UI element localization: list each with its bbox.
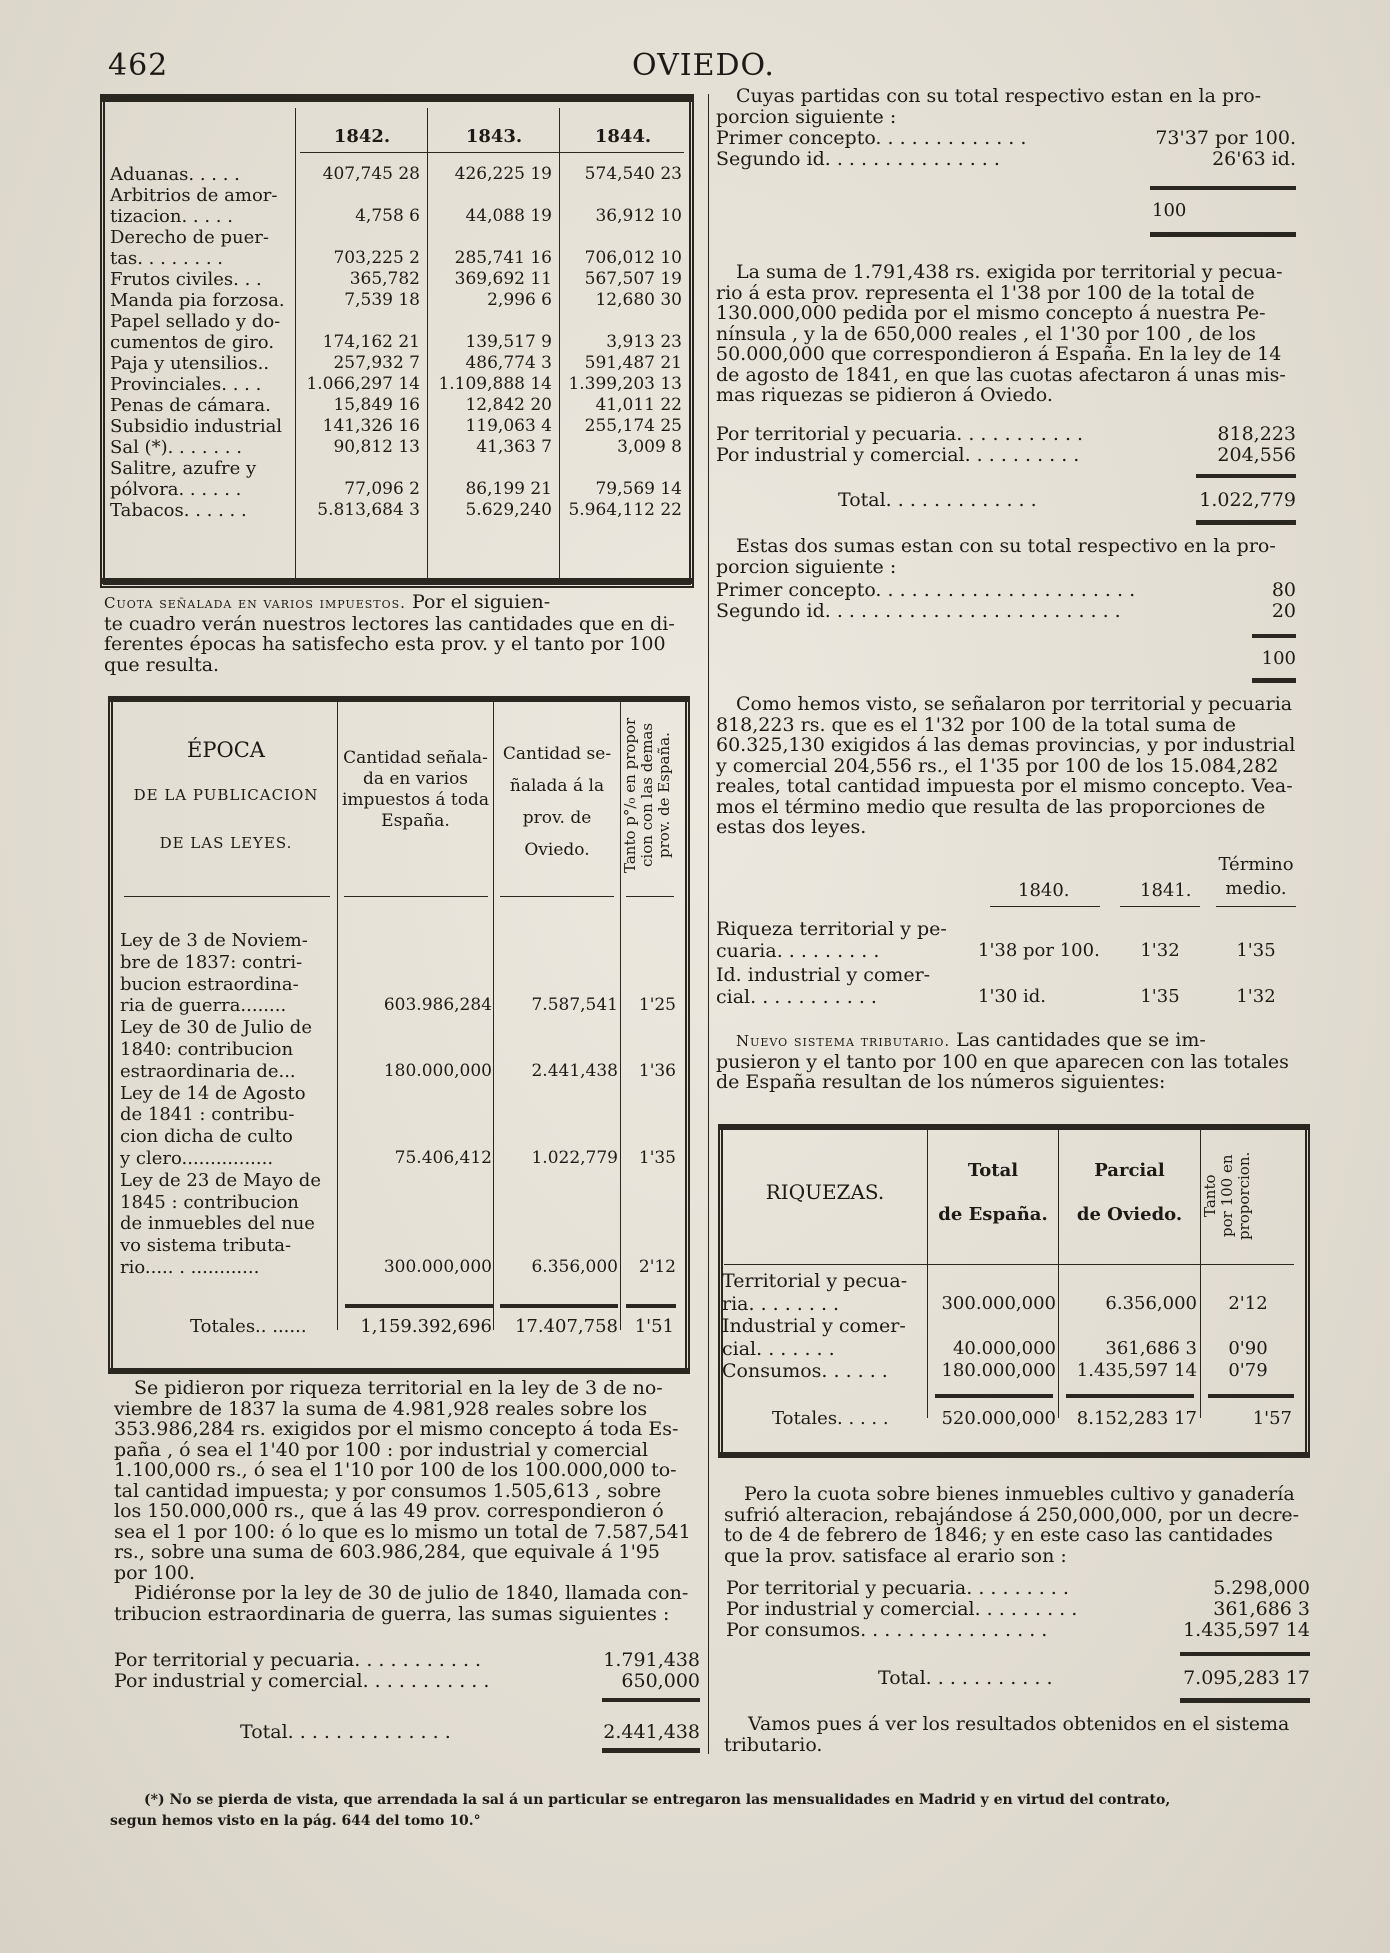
row-label: de 1841 : contribu- xyxy=(120,1104,295,1126)
cuota-line: te cuadro verán nuestros lectores las cantidades que en di- xyxy=(104,612,675,635)
table-row xyxy=(120,930,680,1017)
row-label: Por industrial y comercial. . . . . . . . . . . xyxy=(114,1670,490,1692)
epoca-header: DE LA PUBLICACION xyxy=(133,786,319,804)
row-value: 3,913 23 xyxy=(606,332,682,352)
riquezas-header: RIQUEZAS. xyxy=(765,1180,885,1204)
left-para-1 xyxy=(114,1378,696,1624)
row-value: 365,782 xyxy=(349,269,420,289)
total-label: Total. . . . . . . . . . . . . xyxy=(838,489,1037,511)
row-label: cial. . . . . . . . . . . xyxy=(716,986,877,1008)
text-line: mas riquezas se pidieron á Oviedo. xyxy=(716,384,1053,406)
left-items xyxy=(114,1650,700,1692)
riquezas-total-value: 1'57 xyxy=(1252,1408,1292,1429)
text-line: por 100. xyxy=(114,1561,196,1584)
tanto-header xyxy=(622,706,678,884)
row-label: Penas de cámara. xyxy=(110,395,271,416)
row-value: 79,569 14 xyxy=(595,479,682,499)
row-label: vo sistema tributa- xyxy=(120,1235,292,1257)
row-value: 2,996 6 xyxy=(487,290,552,310)
row-label: cuaria. . . . . . . . . xyxy=(716,940,880,962)
header-line: España. xyxy=(381,811,450,831)
left-total xyxy=(240,1722,700,1743)
row-label: tas. . . . . . . . xyxy=(110,248,224,269)
text-line: 818,223 rs. que es el 1'32 por 100 de la total suma de xyxy=(716,713,1236,736)
text-line: Se pidieron por riqueza territorial en la ley de 3 de no- xyxy=(134,1377,663,1399)
row-label: Provinciales. . . . xyxy=(110,374,262,395)
row-value: 1'32 xyxy=(1236,986,1276,1007)
text-line: que la prov. satisface al erario son : xyxy=(724,1544,1067,1567)
row-label: Por territorial y pecuaria. . . . . . . . . . . xyxy=(114,1649,482,1671)
table-row xyxy=(722,1360,1302,1383)
row-label: Primer concepto. . . . . . . . . . . . . . . . . . . . . . xyxy=(716,579,1136,601)
row-label: Sal (*). . . . . . . xyxy=(110,437,242,458)
row-value: 6.356,000 xyxy=(1105,1292,1197,1314)
table-row xyxy=(110,269,684,290)
text-line: de agosto de 1841, en que las cuotas afectaron á unas mis- xyxy=(716,363,1286,386)
proportion-items-3 xyxy=(716,580,1296,622)
cuota-line: Por el siguien- xyxy=(405,591,551,613)
total-value: 7.095,283 17 xyxy=(1183,1667,1310,1689)
row-label: Paja y utensilios.. xyxy=(110,353,270,374)
row-value: 204,556 xyxy=(1217,444,1296,466)
right-bottom-para xyxy=(724,1484,1310,1566)
table-row xyxy=(110,164,684,185)
table-row xyxy=(110,353,684,374)
text-line: Cuyas partidas con su total respectivo estan en la pro- xyxy=(736,85,1262,107)
table-row xyxy=(722,1270,1302,1315)
row-value: 5.298,000 xyxy=(1213,1577,1310,1599)
table-row xyxy=(120,1083,680,1170)
header-line: Oviedo. xyxy=(524,840,590,860)
row-value: 3,009 8 xyxy=(617,437,682,457)
row-label: Por industrial y comercial. . . . . . . . . xyxy=(726,1598,1078,1620)
total-label: Total. . . . . . . . . . . xyxy=(878,1667,1053,1689)
text-line: Estas dos sumas estan con su total respectivo en la pro- xyxy=(736,535,1276,557)
row-value: 1'35 xyxy=(1236,940,1276,961)
row-value: 1.399,203 13 xyxy=(568,374,682,394)
header-line: prov. de xyxy=(522,808,592,828)
text-line: 50.000,000 que correspondieron á España. En la ley de 14 xyxy=(716,343,1282,365)
row-value: 1'35 xyxy=(1140,986,1180,1007)
row-value: 426,225 19 xyxy=(454,164,552,184)
year-header: 1844. xyxy=(594,126,652,147)
row-label: Ley de 14 de Agosto xyxy=(120,1082,306,1104)
row-value: 180.000,000 xyxy=(383,1060,492,1081)
row-label: cial. . . . . . . xyxy=(722,1337,835,1360)
text-line: rio á esta prov. representa el 1'38 por 100 de la total de xyxy=(716,281,1255,304)
row-label: Por consumos. . . . . . . . . . . . . . . . xyxy=(726,1619,1048,1641)
row-label: bre de 1837: contri- xyxy=(120,951,303,973)
table-row xyxy=(110,416,684,437)
text-line: La suma de 1.791,438 rs. exigida por territorial y pecua- xyxy=(736,261,1283,283)
epoca-header: ÉPOCA xyxy=(187,738,265,762)
text-line: 130.000,000 pedida por el mismo concepto á nuestra Pe- xyxy=(716,302,1266,324)
text-line: 60.325,130 exigidos á las demas provincias, y por industrial xyxy=(716,734,1296,756)
text-line: sea el 1 por 100: ó lo que es lo mismo un total de 7.587,541 xyxy=(114,1520,691,1543)
row-value: 7.587,541 xyxy=(531,995,618,1016)
table-row xyxy=(110,290,684,311)
page-number: 462 xyxy=(108,48,169,83)
sum-row xyxy=(114,1671,700,1692)
row-value: 486,774 3 xyxy=(465,353,552,373)
header-line: proporcion. xyxy=(1235,1151,1253,1241)
row-value: 361,686 3 xyxy=(1213,1598,1310,1620)
row-value: 12,842 20 xyxy=(465,395,552,415)
row-value: 41,363 7 xyxy=(476,437,552,457)
row-value: 703,225 2 xyxy=(333,248,420,268)
text-line: de España resultan de los números siguientes: xyxy=(716,1071,1166,1093)
table-row xyxy=(110,395,684,416)
row-label: Derecho de puer- xyxy=(110,227,269,248)
text-line: Vamos pues á ver los resultados obtenidos en el sistema xyxy=(748,1713,1290,1735)
text-line: porcion siguiente : xyxy=(716,555,897,578)
text-line: Pidiéronse por la ley de 30 de julio de 1840, llamada con- xyxy=(134,1582,689,1604)
cuota-line: ferentes épocas ha satisfecho esta prov. y el tanto por 100 xyxy=(104,633,666,655)
text-line: viembre de 1837 la suma de 4.981,928 reales sobre los xyxy=(114,1397,648,1420)
row-label: Subsidio industrial xyxy=(110,416,283,437)
sum-row xyxy=(114,1650,700,1671)
header-line: ñalada á la xyxy=(509,776,605,796)
table-row xyxy=(110,500,684,521)
row-value: 255,174 25 xyxy=(584,416,682,436)
nuevo-sistema xyxy=(716,1030,1296,1093)
row-label: Arbitrios de amor- xyxy=(110,185,278,206)
right-intro xyxy=(716,86,1296,127)
row-label: Territorial y pecua- xyxy=(722,1270,908,1292)
text-line: to de 4 de febrero de 1846; y en este caso las cantidades xyxy=(724,1524,1273,1546)
table-row xyxy=(110,227,684,269)
row-value: 0'79 xyxy=(1228,1360,1268,1381)
row-value: 285,741 16 xyxy=(454,248,552,268)
oviedo-header xyxy=(494,738,620,866)
text-line: porcion siguiente : xyxy=(716,105,897,128)
right-bottom-total xyxy=(878,1668,1310,1689)
espana-header xyxy=(338,748,493,832)
row-value: 0'90 xyxy=(1228,1337,1268,1359)
row-value: 361,686 3 xyxy=(1105,1337,1197,1359)
row-value: 706,012 10 xyxy=(584,248,682,268)
table-row xyxy=(120,1017,680,1082)
text-line: 1.100,000 rs., ó sea el 1'10 por 100 de los 100.000,000 to- xyxy=(114,1459,677,1481)
row-value: 1.791,438 xyxy=(603,1649,700,1671)
row-value: 369,692 11 xyxy=(454,269,552,289)
text-line: reales, total cantidad impuesta por el mismo concepto. Vea- xyxy=(716,775,1293,797)
ley-1841-total xyxy=(838,490,1296,511)
row-label: ria de guerra........ xyxy=(120,995,287,1017)
row-label: Por industrial y comercial. . . . . . . . . . xyxy=(716,444,1080,466)
row-value: 1.022,779 xyxy=(531,1147,618,1168)
tanto-header xyxy=(1202,1136,1298,1256)
table-row xyxy=(110,437,684,458)
cuota-paragraph xyxy=(104,592,690,675)
header-line: Tanto xyxy=(1201,1174,1219,1218)
text-line: los 150.000,000 rs., que á las 49 prov. correspondieron ó xyxy=(114,1500,664,1522)
row-label: de inmuebles del nue xyxy=(120,1213,315,1235)
text-line: 353.986,284 rs. exigidos por el mismo concepto á toda Es- xyxy=(114,1418,679,1440)
row-label: Tabacos. . . . . . xyxy=(110,500,247,521)
header-line: por 100 en xyxy=(1218,1154,1236,1238)
row-value: 20 xyxy=(1271,600,1296,622)
right-bottom-items xyxy=(726,1578,1310,1641)
row-label: tizacion. . . . . xyxy=(110,206,233,227)
row-value: 591,487 21 xyxy=(584,353,682,373)
row-label: pólvora. . . . . . xyxy=(110,479,242,500)
row-label: Por territorial y pecuaria. . . . . . . . . . . xyxy=(716,423,1084,445)
text-line: y comercial 204,556 rs., el 1'35 por 100 de los 15.084,282 xyxy=(716,754,1279,777)
col-termino: Término xyxy=(1218,854,1294,875)
row-value: 180.000,000 xyxy=(941,1360,1056,1381)
header-line: cion con las demas xyxy=(638,722,656,868)
text-line: rs., sobre una suma de 603.986,284, que equivale á 1'95 xyxy=(114,1541,660,1563)
header-line: prov. de España. xyxy=(655,732,673,858)
table-row xyxy=(722,1315,1302,1360)
row-value: 2.441,438 xyxy=(531,1060,618,1081)
year-header: 1842. xyxy=(333,126,391,147)
row-value: 603.986,284 xyxy=(383,995,492,1016)
row-value: 1'38 por 100. xyxy=(978,940,1100,961)
row-label: Papel sellado y do- xyxy=(110,311,281,332)
cuota-heading: Cuota señalada en varios impuestos. xyxy=(104,594,406,612)
row-label: 1845 : contribucion xyxy=(120,1191,299,1213)
row-label: rio..... . ............ xyxy=(120,1256,260,1278)
row-label: estraordinaria de... xyxy=(120,1060,296,1082)
row-value: 1.066,297 14 xyxy=(306,374,420,394)
row-label: Primer concepto. . . . . . . . . . . . . xyxy=(716,127,1027,149)
row-value: 80 xyxy=(1271,579,1296,601)
table-row xyxy=(110,311,684,353)
right-para xyxy=(716,262,1296,406)
row-value: 6.356,000 xyxy=(531,1256,618,1277)
right-para-4 xyxy=(716,694,1296,838)
row-value: 26'63 id. xyxy=(1212,148,1296,170)
row-label: cion dicha de culto xyxy=(120,1126,293,1148)
row-value: 7,539 18 xyxy=(344,290,420,310)
closing-para xyxy=(724,1714,1310,1755)
row-value: 1'36 xyxy=(638,1060,676,1081)
text-line: Las cantidades que se im- xyxy=(950,1029,1206,1051)
proportion-items xyxy=(716,128,1296,170)
row-label: Frutos civiles. . . xyxy=(110,269,262,290)
row-label: Consumos. . . . . . xyxy=(722,1360,888,1382)
header-line: impuestos á toda xyxy=(342,790,489,810)
col-1840: 1840. xyxy=(1018,880,1070,901)
text-line: Pero la cuota sobre bienes inmuebles cultivo y ganadería xyxy=(744,1483,1295,1505)
row-value: 1'30 id. xyxy=(978,986,1047,1007)
row-label: bucion estraordina- xyxy=(120,973,299,995)
laws-total-label: Totales.. ...... xyxy=(190,1316,307,1337)
row-label: Riqueza territorial y pe- xyxy=(716,918,947,940)
text-line: tributario. xyxy=(724,1733,823,1756)
text-line: tribucion estraordinaria de guerra, las sumas siguientes : xyxy=(114,1602,670,1625)
header-line: Cantidad señala- xyxy=(343,748,488,768)
riquezas-total-value: 520.000,000 xyxy=(941,1408,1056,1429)
riquezas-total-label: Totales. . . . . xyxy=(772,1408,889,1429)
row-label: 1840: contribucion xyxy=(120,1038,294,1060)
row-label: Salitre, azufre y xyxy=(110,458,257,479)
row-value: 1.435,597 14 xyxy=(1183,1619,1310,1641)
row-value: 86,199 21 xyxy=(465,479,552,499)
row-label: Segundo id. . . . . . . . . . . . . . . . . . . . . . . . . xyxy=(716,600,1121,622)
text-line: mos el término medio que resulta de las proporciones de xyxy=(716,795,1266,818)
row-value: 407,745 28 xyxy=(322,164,420,184)
row-label: Ley de 30 de Julio de xyxy=(120,1017,312,1039)
row-value: 300.000,000 xyxy=(941,1292,1056,1314)
text-line: pusieron y el tanto por 100 en que aparecen con las totales xyxy=(716,1050,1289,1073)
row-value: 1'35 xyxy=(638,1147,676,1168)
row-value: 12,680 30 xyxy=(595,290,682,310)
row-value: 1.109,888 14 xyxy=(438,374,552,394)
row-value: 15,849 16 xyxy=(333,395,420,415)
row-value: 75.406,412 xyxy=(394,1147,492,1168)
row-value: 41,011 22 xyxy=(595,395,682,415)
proportion-sum: 100 xyxy=(1152,200,1187,221)
row-value: 650,000 xyxy=(621,1670,700,1692)
epoca-header: DE LAS LEYES. xyxy=(159,834,293,852)
nuevo-heading: Nuevo sistema tributario. xyxy=(736,1032,951,1050)
row-label: Por territorial y pecuaria. . . . . . . . . xyxy=(726,1577,1069,1599)
row-value: 2'12 xyxy=(1228,1292,1268,1314)
footnote xyxy=(110,1790,1318,1832)
row-label: Manda pia forzosa. xyxy=(110,290,285,311)
text-line: tal cantidad impuesta; y por consumos 1.505,613 , sobre xyxy=(114,1479,662,1502)
row-label: Ley de 23 de Mayo de xyxy=(120,1169,321,1191)
row-value: 73'37 por 100. xyxy=(1155,127,1296,149)
row-value: 257,932 7 xyxy=(333,353,420,373)
row-value: 300.000,000 xyxy=(383,1256,492,1277)
row-label: Segundo id. . . . . . . . . . . . . . . xyxy=(716,148,1000,170)
riquezas-total-value: 8.152,283 17 xyxy=(1076,1408,1197,1429)
row-value: 119,063 4 xyxy=(465,416,552,436)
row-label: Industrial y comer- xyxy=(722,1315,906,1337)
running-title: OVIEDO. xyxy=(632,48,775,83)
row-value: 818,223 xyxy=(1217,423,1296,445)
row-label: y clero................ xyxy=(120,1147,274,1169)
row-value: 174,162 21 xyxy=(322,332,420,352)
header-line: Tanto p°/₀ en propor xyxy=(621,717,639,873)
ley-1841-items xyxy=(716,424,1296,466)
total-value: 1.022,779 xyxy=(1199,489,1296,511)
table-row xyxy=(110,185,684,227)
text-line: sufrió alteracion, rebajándose á 250,000,000, por un decre- xyxy=(724,1503,1300,1526)
total-header: de España. xyxy=(938,1204,1048,1225)
row-value: 5.964,112 22 xyxy=(568,500,682,520)
proportion-sum-3: 100 xyxy=(1261,648,1296,669)
comparison-row xyxy=(716,918,1296,962)
total-header: Total xyxy=(967,1160,1019,1181)
row-label: Id. industrial y comer- xyxy=(716,964,931,986)
row-value: 141,326 16 xyxy=(322,416,420,436)
col-1841: 1841. xyxy=(1140,880,1192,901)
row-label: cumentos de giro. xyxy=(110,332,275,353)
table-row xyxy=(110,458,684,500)
col-medio: medio. xyxy=(1225,878,1287,899)
text-line: nínsula , y la de 650,000 reales , el 1'30 por 100 , de los xyxy=(716,322,1256,345)
comparison-row xyxy=(716,964,1296,1008)
row-value: 40.000,000 xyxy=(952,1337,1056,1359)
row-value: 1'25 xyxy=(638,995,676,1016)
row-label: Aduanas. . . . . xyxy=(110,164,240,185)
text-line: estas dos leyes. xyxy=(716,816,867,838)
laws-total-value: 17.407,758 xyxy=(514,1316,618,1337)
footnote-line: (*) No se pierda de vista, que arrendada la sal á un particular se entregaron las mensualidades en Madrid y en virtud del contrato, xyxy=(144,1792,1171,1808)
row-value: 90,812 13 xyxy=(333,437,420,457)
text-line: paña , ó sea el 1'40 por 100 : por industrial y comercial xyxy=(114,1438,649,1461)
row-value: 77,096 2 xyxy=(344,479,420,499)
row-value: 2'12 xyxy=(638,1256,676,1277)
year-header: 1843. xyxy=(465,126,523,147)
row-value: 1'32 xyxy=(1140,940,1180,961)
row-value: 44,088 19 xyxy=(465,206,552,226)
row-value: 574,540 23 xyxy=(584,164,682,184)
parcial-header: Parcial xyxy=(1094,1160,1165,1181)
laws-total-value: 1,159.392,696 xyxy=(360,1316,492,1337)
header-line: da en varios xyxy=(362,769,469,789)
row-value: 5.629,240 xyxy=(465,500,552,520)
total-value: 2.441,438 xyxy=(603,1721,700,1743)
laws-total-value: 1'51 xyxy=(634,1316,674,1337)
text-line: Como hemos visto, se señalaron por territorial y pecuaria xyxy=(736,693,1293,715)
parcial-header: de Oviedo. xyxy=(1076,1204,1183,1225)
row-label: ria. . . . . . . . xyxy=(722,1292,840,1315)
header-line: Cantidad se- xyxy=(502,744,612,764)
row-value: 1.435,597 14 xyxy=(1076,1360,1197,1381)
table-row xyxy=(110,374,684,395)
total-label: Total. . . . . . . . . . . . . . xyxy=(240,1721,451,1743)
table-row xyxy=(120,1170,680,1279)
footnote-line: segun hemos visto en la pág. 644 del tomo 10.° xyxy=(110,1813,481,1829)
row-label: Ley de 3 de Noviem- xyxy=(120,930,308,951)
row-value: 567,507 19 xyxy=(584,269,682,289)
row-value: 4,758 6 xyxy=(355,206,420,226)
row-value: 139,517 9 xyxy=(465,332,552,352)
right-intro-3 xyxy=(716,536,1296,577)
cuota-line: que resulta. xyxy=(104,653,220,676)
row-value: 36,912 10 xyxy=(595,206,682,226)
row-value: 5.813,684 3 xyxy=(317,500,420,520)
